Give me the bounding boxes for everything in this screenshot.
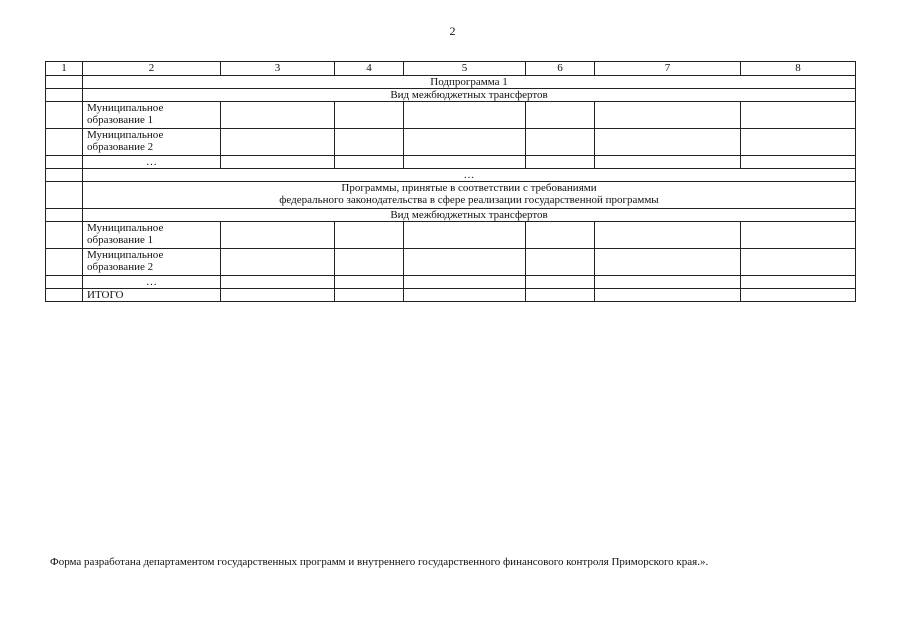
table-row bbox=[46, 102, 856, 129]
blank-cell bbox=[46, 222, 83, 249]
ellipsis: … bbox=[83, 156, 221, 169]
column-number: 3 bbox=[221, 62, 335, 76]
total-label: ИТОГО bbox=[83, 289, 221, 302]
blank-cell bbox=[46, 289, 83, 302]
blank-cell bbox=[46, 169, 83, 182]
transfer-type-label: Вид межбюджетных трансфертов bbox=[83, 89, 856, 102]
column-number: 8 bbox=[741, 62, 856, 76]
table-row bbox=[46, 249, 856, 276]
column-number: 7 bbox=[595, 62, 741, 76]
programs-title-line-2: федерального законодательства в сфере реализации государственной программы bbox=[279, 194, 659, 206]
subprogram-title: Подпрограмма 1 bbox=[83, 76, 856, 89]
column-number: 6 bbox=[526, 62, 595, 76]
programs-title bbox=[83, 182, 856, 209]
programs-title-row bbox=[46, 182, 856, 209]
transfer-type-row bbox=[46, 209, 856, 222]
blank-cell bbox=[46, 129, 83, 156]
column-number: 4 bbox=[335, 62, 404, 76]
ellipsis: … bbox=[83, 276, 221, 289]
transfer-type-row bbox=[46, 89, 856, 102]
page-number: 2 bbox=[449, 24, 456, 38]
blank-cell bbox=[46, 102, 83, 129]
blank-cell bbox=[46, 89, 83, 102]
table-row bbox=[46, 222, 856, 249]
subprogram-row bbox=[46, 76, 856, 89]
ellipsis: … bbox=[83, 169, 856, 182]
transfers-table bbox=[45, 61, 856, 302]
blank-cell bbox=[46, 249, 83, 276]
blank-cell bbox=[46, 156, 83, 169]
column-number: 2 bbox=[83, 62, 221, 76]
total-row bbox=[46, 289, 856, 302]
transfer-type-label: Вид межбюджетных трансфертов bbox=[83, 209, 856, 222]
ellipsis-row bbox=[46, 156, 856, 169]
blank-cell bbox=[46, 182, 83, 209]
column-number: 5 bbox=[404, 62, 526, 76]
blank-cell bbox=[46, 276, 83, 289]
blank-cell bbox=[46, 209, 83, 222]
municipality-name: Муниципальное образование 2 bbox=[83, 129, 221, 156]
column-number: 1 bbox=[46, 62, 83, 76]
municipality-name: Муниципальное образование 2 bbox=[83, 249, 221, 276]
programs-title-line-1: Программы, принятые в соответствии с требованиями bbox=[341, 182, 597, 194]
footer-note: Форма разработана департаментом государственных программ и внутреннего государственного финансового контроля Приморского края.». bbox=[50, 556, 709, 568]
table-row bbox=[46, 129, 856, 156]
column-number-row bbox=[46, 62, 856, 76]
municipality-name: Муниципальное образование 1 bbox=[83, 222, 221, 249]
municipality-name: Муниципальное образование 1 bbox=[83, 102, 221, 129]
ellipsis-row bbox=[46, 276, 856, 289]
ellipsis-span-row bbox=[46, 169, 856, 182]
blank-cell bbox=[46, 76, 83, 89]
